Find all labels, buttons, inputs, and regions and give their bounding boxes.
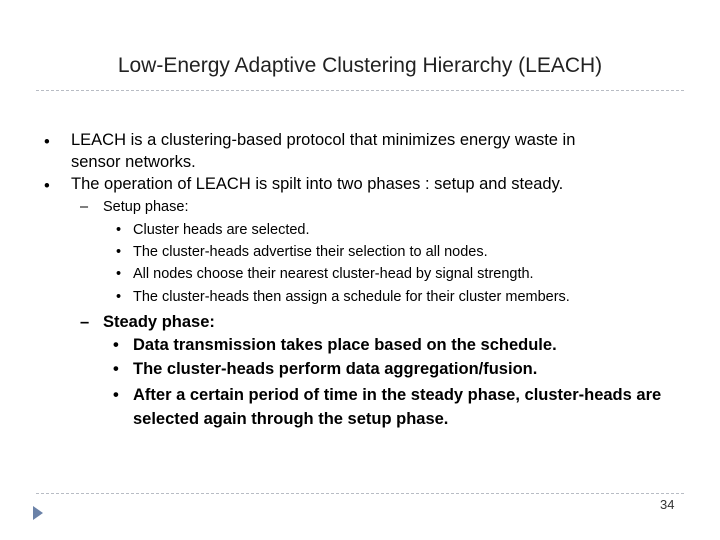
setup-heading-text: Setup phase bbox=[103, 199, 185, 215]
bullet-text: sensor networks. bbox=[71, 153, 196, 171]
setup-bullet: • bbox=[116, 244, 122, 260]
setup-item: The cluster-heads advertise their selection to all nodes. bbox=[133, 244, 488, 260]
steady-heading: Steady phase: bbox=[103, 313, 215, 331]
steady-bullet: • bbox=[113, 360, 119, 378]
steady-item: The cluster-heads perform data aggregation/fusion. bbox=[133, 360, 538, 378]
setup-bullet: • bbox=[116, 222, 122, 238]
setup-heading bbox=[103, 199, 188, 215]
steady-item: After a certain period of time in the steady phase, cluster-heads are bbox=[133, 386, 662, 404]
bullet-text: The operation of LEACH is spilt into two phases : setup and steady. bbox=[71, 175, 564, 193]
steady-item-continued: selected again through the setup phase. bbox=[133, 410, 449, 428]
footer-divider bbox=[36, 493, 684, 494]
steady-bullet: • bbox=[113, 336, 119, 354]
steady-item: Data transmission takes place based on the schedule. bbox=[133, 336, 557, 354]
steady-bullet: • bbox=[113, 386, 119, 404]
nav-triangle-icon bbox=[33, 506, 43, 520]
setup-dash: – bbox=[80, 199, 89, 215]
title-divider bbox=[36, 90, 684, 91]
setup-heading-colon: : bbox=[184, 199, 189, 215]
bullet-text: LEACH is a clustering-based protocol that minimizes energy waste in bbox=[71, 131, 576, 149]
setup-item: Cluster heads are selected. bbox=[133, 222, 310, 238]
bullet-marker: • bbox=[44, 177, 50, 195]
slide-title: Low-Energy Adaptive Clustering Hierarchy (LEACH) bbox=[117, 54, 603, 77]
steady-dash: – bbox=[80, 313, 90, 331]
bullet-marker: • bbox=[44, 133, 50, 151]
setup-bullet: • bbox=[116, 289, 122, 305]
setup-bullet: • bbox=[116, 266, 122, 282]
setup-item: All nodes choose their nearest cluster-head by signal strength. bbox=[133, 266, 534, 282]
setup-item: The cluster-heads then assign a schedule for their cluster members. bbox=[133, 289, 570, 305]
page-number: 34 bbox=[660, 497, 675, 512]
